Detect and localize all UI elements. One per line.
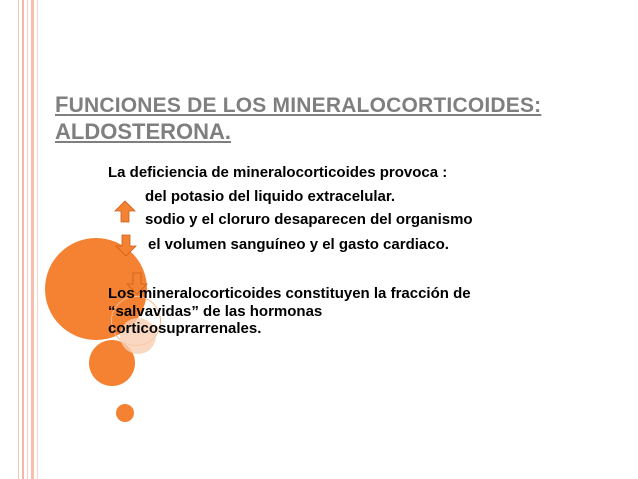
paragraph-line-2: “salvavidas” de las hormonas <box>108 303 323 320</box>
title-line1: UNCIONES DE LOS MINERALOCORTICOIDES: <box>68 94 542 117</box>
intro-text: La deficiencia de mineralocorticoides provoca : <box>108 164 448 181</box>
list-item-3: el volumen sanguíneo y el gasto cardiaco. <box>148 236 449 253</box>
up-arrow-icon <box>114 200 136 223</box>
paragraph-line-1: Los mineralocorticoides constituyen la fracción de <box>108 285 471 302</box>
paragraph-line-3: corticosuprarrenales. <box>108 320 262 337</box>
list-item-1: del potasio del liquido extracelular. <box>145 188 396 205</box>
down-arrow-icon <box>115 234 137 257</box>
list-item-2: sodio y el cloruro desaparecen del organismo <box>145 211 473 228</box>
title-line2: ALDOSTERONA. <box>55 119 231 144</box>
title-initial: F <box>55 92 69 117</box>
circle-small <box>116 404 134 422</box>
slide-title <box>55 92 615 145</box>
